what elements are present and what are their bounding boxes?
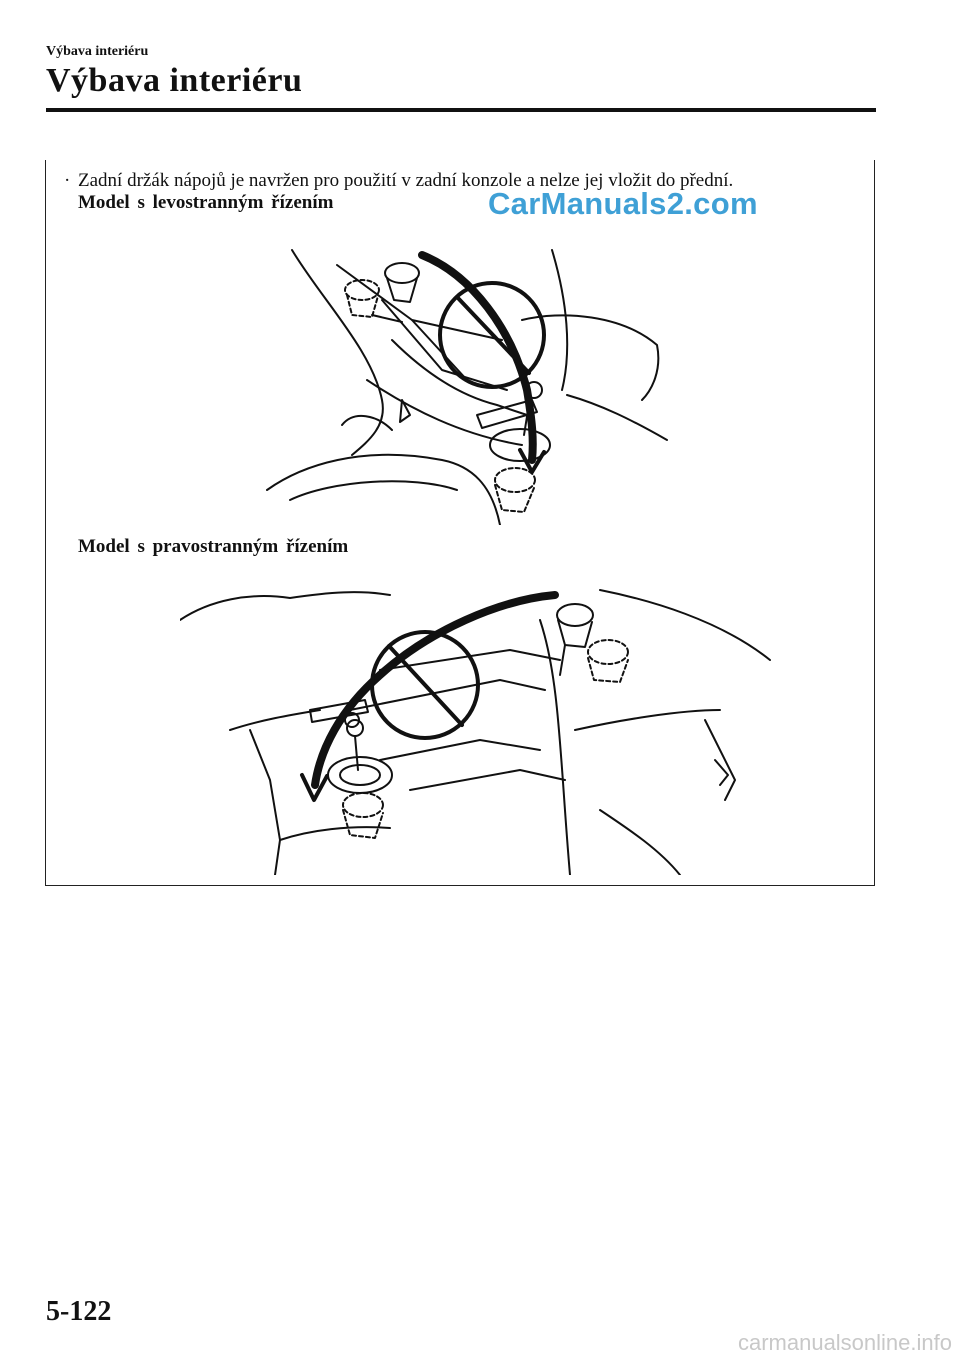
cup-holder-lhd-illustration (262, 240, 672, 525)
cup-holder-rhd-illustration (180, 580, 780, 875)
watermark-logo: CarManuals2.com (488, 186, 758, 221)
site-watermark: carmanualsonline.info (737, 1330, 952, 1355)
breadcrumb: Výbava interiéru (46, 44, 149, 59)
page-title: Výbava interiéru (46, 62, 303, 99)
bullet-icon: · (64, 170, 71, 191)
title-rule (46, 108, 876, 112)
page-number: 5-122 (46, 1296, 112, 1327)
section-heading-rhd: Model s pravostranným řízením (78, 536, 349, 557)
section-heading-lhd: Model s levostranným řízením (78, 192, 334, 213)
bullet-text: Zadní držák nápojů je navržen pro použití v zadní konzole a nelze jej vložit do přední. (78, 170, 734, 191)
